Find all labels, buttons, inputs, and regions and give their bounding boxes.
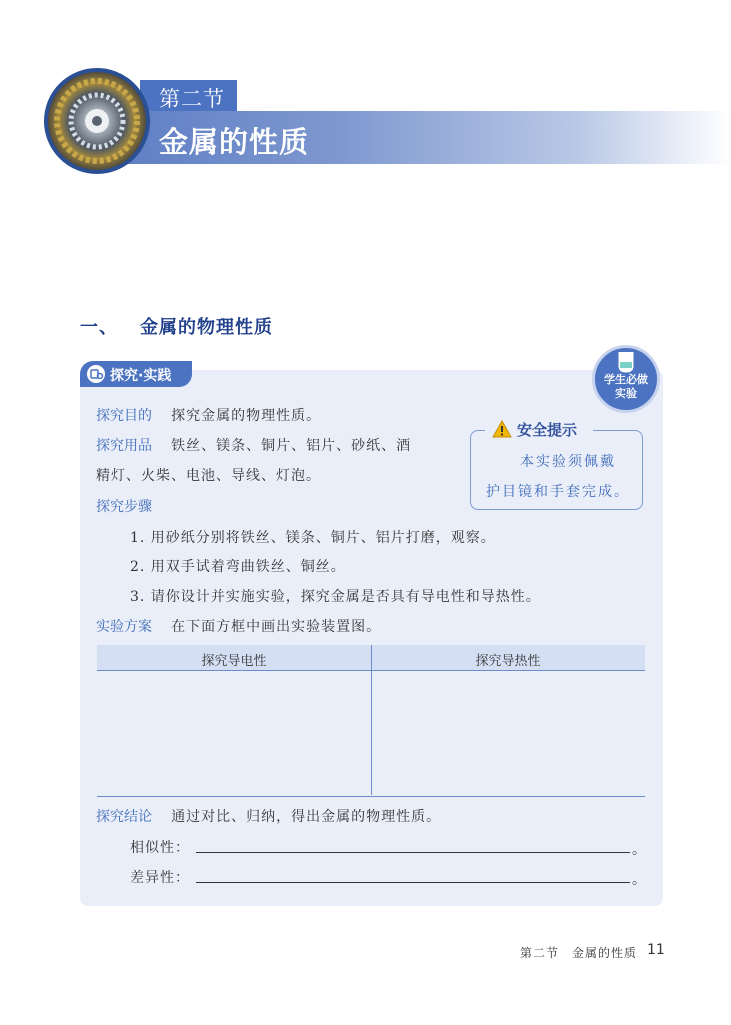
step-item: 2. 用双手试着弯曲铁丝、铜丝。 (130, 559, 346, 575)
purpose-text: 探究金属的物理性质。 (171, 408, 322, 424)
step-item: 3. 请你设计并实施实验，探究金属是否具有导电性和导热性。 (130, 589, 541, 605)
table-header-thermal: 探究导热性 (475, 654, 541, 669)
safety-title: 安全提示 (517, 421, 578, 439)
page-number: 11 (647, 942, 665, 958)
similarity-label: 相似性： (130, 840, 190, 856)
steps-label: 探究步骤 (96, 499, 152, 515)
badge-line1: 学生必做 (604, 373, 648, 386)
conclusion-label: 探究结论 (96, 809, 152, 825)
conclusion-text: 通过对比、归纳，得出金属的物理性质。 (171, 809, 442, 825)
section-number: 第二节 (159, 87, 225, 111)
gear-photo-image (44, 68, 150, 174)
subsection-heading (80, 313, 273, 339)
conclusion-row (96, 806, 441, 826)
plan-row (96, 616, 381, 636)
badge-text (592, 373, 660, 401)
materials-label: 探究用品 (96, 438, 152, 454)
running-footer-title: 第二节 金属的性质 (520, 946, 638, 960)
purpose-label: 探究目的 (96, 408, 152, 424)
materials-text-line1: 铁丝、镁条、铜片、铝片、砂纸、酒 (171, 438, 412, 454)
plan-text: 在下面方框中画出实验装置图。 (171, 619, 382, 635)
safety-text-line2: 护目镜和手套完成。 (486, 484, 630, 500)
thermal-drawing-area[interactable] (372, 671, 644, 794)
subsection-title: 金属的物理性质 (140, 317, 273, 338)
table-header-conductivity: 探究导电性 (201, 654, 267, 669)
activity-label: 探究·实践 (110, 368, 172, 384)
difference-label: 差异性： (130, 870, 190, 886)
similarity-end-mark: 。 (632, 842, 647, 858)
similarity-answer-line[interactable] (196, 852, 630, 853)
materials-text-line2: 精灯、火柴、电池、导线、灯泡。 (96, 468, 321, 484)
purpose-row (96, 405, 321, 425)
plan-label: 实验方案 (96, 619, 152, 635)
materials-row (96, 435, 411, 455)
conductivity-drawing-area[interactable] (98, 671, 370, 794)
subsection-number: 一、 (80, 317, 118, 338)
safety-text-line1: 本实验须佩戴 (520, 454, 616, 470)
step-item: 1. 用砂纸分别将铁丝、镁条、铜片、铝片打磨，观察。 (130, 530, 496, 546)
gear-icon (48, 72, 146, 170)
section-title: 金属的性质 (159, 125, 310, 159)
explore-icon (86, 364, 106, 384)
difference-answer-line[interactable] (196, 882, 630, 883)
badge-line2: 实验 (615, 387, 637, 400)
warning-icon (492, 420, 512, 438)
difference-end-mark: 。 (632, 872, 647, 888)
